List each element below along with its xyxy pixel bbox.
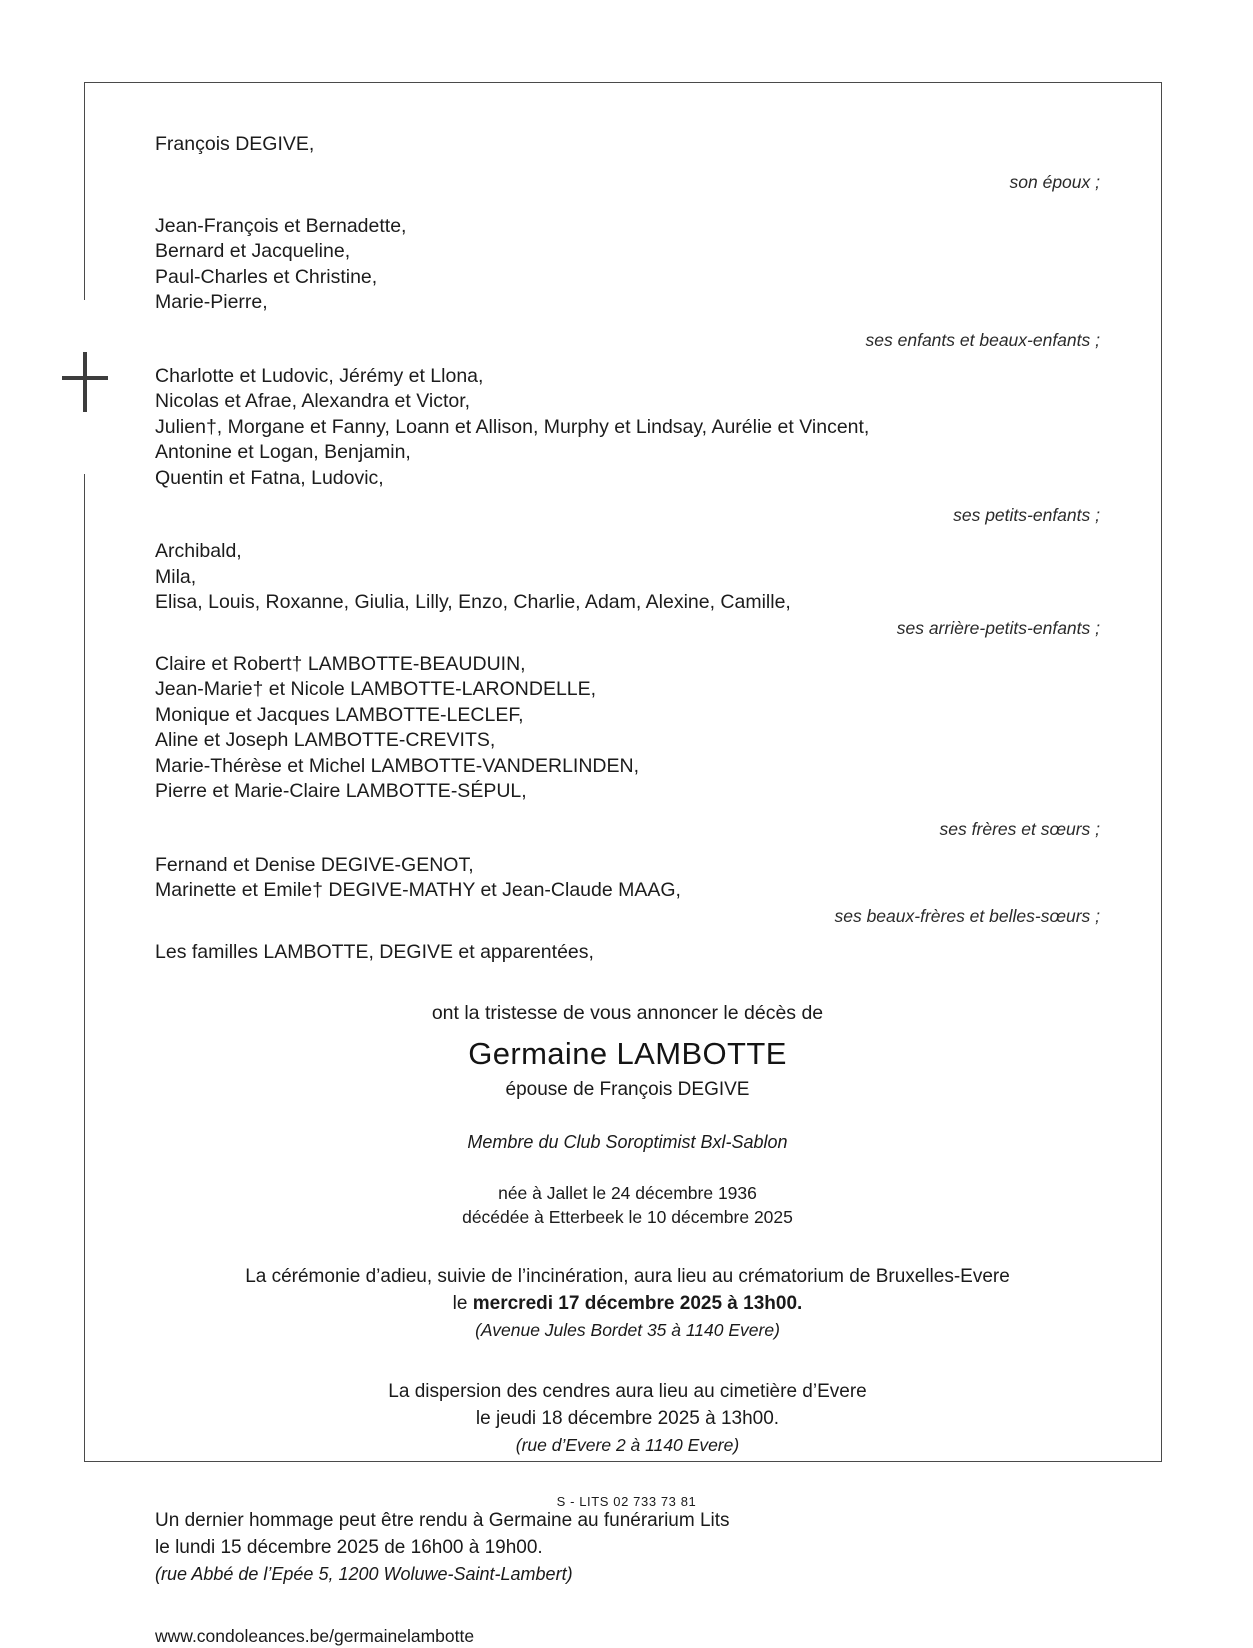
relation-label: ses petits-enfants ; xyxy=(953,505,1100,525)
family-name-line: Aline et Joseph LAMBOTTE-CREVITS, xyxy=(155,729,496,751)
family-name-line: Jean-François et Bernadette, xyxy=(155,214,407,237)
family-name-line: Claire et Robert† LAMBOTTE-BEAUDUIN, xyxy=(155,652,526,675)
relation-label: ses arrière-petits-enfants ; xyxy=(896,617,1100,638)
family-name-line: Nicolas et Afrae, Alexandra et Victor, xyxy=(155,390,471,412)
family-name-line: Jean-Marie† et Nicole LAMBOTTE-LARONDELLE, xyxy=(155,678,597,700)
spouse-of-label: épouse de François DEGIVE xyxy=(505,1079,750,1100)
tribute-line-2: le lundi 15 décembre 2025 de 16h00 à 19h00. xyxy=(155,1537,543,1558)
ceremony-date: mercredi 17 décembre 2025 à 13h00. xyxy=(472,1293,803,1314)
family-group-spouse xyxy=(155,132,1100,194)
family-name-line: Paul-Charles et Christine, xyxy=(155,265,378,288)
family-group-families xyxy=(155,940,1100,966)
dispersal-line-2: le jeudi 18 décembre 2025 à 13h00. xyxy=(475,1408,780,1429)
condolences-website-link[interactable]: www.condoleances.be/germainelambotte xyxy=(155,1626,475,1646)
family-name-line: Antonine et Logan, Benjamin, xyxy=(155,441,411,463)
family-group-great-grandchildren xyxy=(155,539,1100,640)
family-group-siblings xyxy=(155,652,1100,841)
cross-icon xyxy=(62,352,108,412)
cross-vertical-bar xyxy=(83,352,87,412)
family-name-line: Julien†, Morgane et Fanny, Loann et Allison, Murphy et Lindsay, Aurélie et Vincent, xyxy=(155,415,870,438)
dispersal-line-1: La dispersion des cendres aura lieu au cimetière d’Evere xyxy=(388,1381,867,1402)
family-name-line: Archibald, xyxy=(155,540,242,562)
frame-gap-bottom xyxy=(78,404,92,474)
printer-footer: S - LITS 02 733 73 81 xyxy=(556,1494,697,1509)
ceremony-line-1: La cérémonie d’adieu, suivie de l’incinération, aura lieu au crématorium de Bruxelles-Evere xyxy=(245,1266,1010,1287)
family-group-in-laws xyxy=(155,853,1100,928)
family-name-line: Fernand et Denise DEGIVE-GENOT, xyxy=(155,853,474,876)
death-info: décédée à Etterbeek le 10 décembre 2025 xyxy=(462,1207,793,1227)
relation-label: ses frères et sœurs ; xyxy=(939,818,1100,839)
deceased-name: Germaine LAMBOTTE xyxy=(468,1036,787,1071)
dispersal-block xyxy=(155,1378,1100,1459)
membership-label: Membre du Club Soroptimist Bxl-Sablon xyxy=(467,1132,788,1152)
family-name-line: Marinette et Emile† DEGIVE-MATHY et Jean-Claude MAAG, xyxy=(155,879,681,901)
ceremony-address: (Avenue Jules Bordet 35 à 1140 Evere) xyxy=(475,1320,780,1340)
family-name-line: Mila, xyxy=(155,565,197,588)
family-name-line: Marie-Pierre, xyxy=(155,291,268,313)
family-name-line: Monique et Jacques LAMBOTTE-LECLEF, xyxy=(155,703,524,726)
card-content xyxy=(155,132,1100,1648)
family-group-children xyxy=(155,214,1100,352)
birth-info: née à Jallet le 24 décembre 1936 xyxy=(498,1183,757,1203)
family-name-line: Charlotte et Ludovic, Jérémy et Llona, xyxy=(155,364,484,387)
tribute-line-1: Un dernier hommage peut être rendu à Germaine au funérarium Lits xyxy=(155,1510,730,1531)
dispersal-address: (rue d’Evere 2 à 1140 Evere) xyxy=(515,1435,740,1455)
frame-gap-top xyxy=(78,300,92,360)
family-group-grandchildren xyxy=(155,364,1100,528)
relation-label: ses beaux-frères et belles-sœurs ; xyxy=(834,905,1100,926)
ceremony-line-2 xyxy=(155,1290,1100,1317)
relation-label: ses enfants et beaux-enfants ; xyxy=(865,329,1100,350)
family-name-line: Quentin et Fatna, Ludovic, xyxy=(155,466,384,489)
ceremony-block xyxy=(155,1263,1100,1344)
family-name-line: Pierre et Marie-Claire LAMBOTTE-SÉPUL, xyxy=(155,780,527,802)
family-name-line: François DEGIVE, xyxy=(155,133,315,155)
family-name-line: Bernard et Jacqueline, xyxy=(155,240,351,262)
announcement-intro: ont la tristesse de vous annoncer le décès de xyxy=(431,1002,824,1024)
ceremony-date-prefix: le xyxy=(452,1293,473,1314)
relation-label: son époux ; xyxy=(1009,171,1100,192)
family-name-line: Elisa, Louis, Roxanne, Giulia, Lilly, Enzo, Charlie, Adam, Alexine, Camille, xyxy=(155,591,791,613)
family-name-line: Les familles LAMBOTTE, DEGIVE et apparentées, xyxy=(155,940,594,963)
family-name-line: Marie-Thérèse et Michel LAMBOTTE-VANDERLINDEN, xyxy=(155,754,639,777)
tribute-address: (rue Abbé de l’Epée 5, 1200 Woluwe-Saint-Lambert) xyxy=(155,1564,573,1584)
